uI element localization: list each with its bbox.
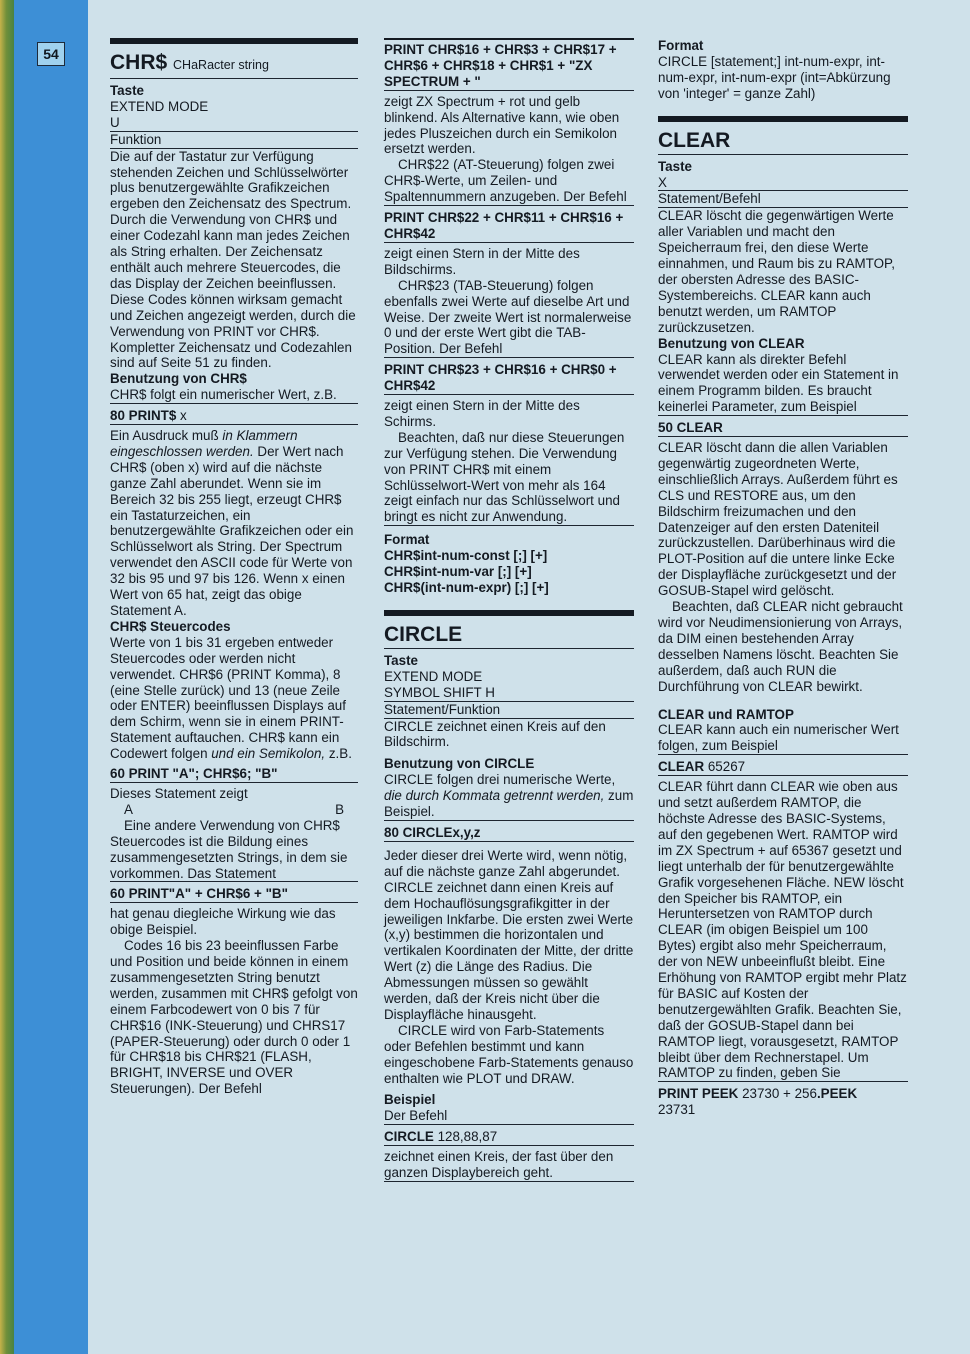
beispiel-label: Beispiel [384, 1092, 436, 1108]
example-tab-text: zeigt einen Stern in der Mitte des Schirms. [384, 398, 580, 429]
benutzung-label: Benutzung von CHR$ [110, 371, 247, 387]
example-print-text: Ein Ausdruck muß in Klammern eingeschlossen werden. Der Wert nach CHR$ (oben x) wird auf die nächste ganze Zahl aberundet. Wenn sie im Bereich 32 bis 255 liegt, erzeugt CHR$ ein Tastaturzeichen, ein benutzergewählte Grafikzeichen oder ein Schlüsselwort als String. Der Spectrum verwendet den ASCII code für Werte von 32 bis 95 und 97 bis 126. Wenn x einen Wert von 65 hat, zeigt das obige Statement A. [110, 428, 354, 618]
example-peek: PRINT PEEK 23730 + 256.PEEK [658, 1086, 858, 1102]
taste-value: EXTEND MODE [384, 668, 483, 684]
example-concat-text: hat genau diegleiche Wirkung wie das obige Beispiel. [110, 906, 336, 938]
column-circle [384, 38, 634, 1182]
example-clear: 50 CLEAR [658, 420, 908, 437]
example-clear-value: CLEAR 65267 [658, 759, 908, 776]
entry-title-clear: CLEAR [658, 128, 908, 155]
taste-label: Taste [658, 158, 692, 174]
example-at-text: zeigt einen Stern in der Mitte des Bildschirms. [384, 245, 580, 277]
statement-label: Statement/Funktion [384, 702, 634, 719]
statement-text: CLEAR löscht die gegenwärtigen Werte aller Variablen und macht den Speicherraum frei, den diese Werte einnahmen, und Raum bis zu RAMTOP, der obersten Adresse des BASIC-Systembereichs. CLEAR kann auch benutzt werden, um RAMTOP zurückzusetzen. [658, 208, 895, 335]
ramtop-label: CLEAR und RAMTOP [658, 706, 794, 722]
example-output: A B [124, 801, 344, 817]
format-label: Format [658, 38, 704, 53]
example-circle-text: Jeder dieser drei Werte wird, wenn nötig, auf die nächste ganze Zahl abgerundet. CIRCLE zeichnet dann einen Kreis auf dem Hochauflösungsgrafikgitter in der jeweiligen Inkfarbe. Die ersten zwei Werte (x,y) bestimmen die horizontalen und vertikalen Koordinaten der Mitte, der dritte Wert (z) die Länge des Radius. Die Abmessungen müssen so gewählt werden, daß der Kreis nicht über die Displayfläche hinausgeht. [384, 847, 634, 1022]
entry-title-circle: CIRCLE [384, 622, 634, 649]
example-color: PRINT CHR$16 + CHR$3 + CHR$17 + CHR$6 + CHR$18 + CHR$1 + "ZX SPECTRUM + " [384, 42, 634, 91]
ramtop-text: CLEAR kann auch ein numerischer Wert folgen, zum Beispiel [658, 722, 908, 755]
taste-label: Taste [384, 652, 418, 668]
example-chr6-text: Dieses Statement zeigt [110, 785, 248, 801]
example-print: 80 PRINT$ x [110, 408, 358, 425]
example-concat-text2: Codes 16 bis 23 beeinflussen Farbe und Position und beide können in einem zusammengesetzten String benutzt werden, zusammen mit CHR$ gefolgt von einem Farbcodewert von 0 bis 7 für CHR$16 (INK-Steuerung) und CHRS17 (PAPER-Steuerung) oder durch 0 oder 1 für CHR$18 bis CHR$21 (FLASH, BRIGHT, INVERSE und OVER Steuerungen). Der Befehl [110, 938, 358, 1097]
example-circle-xyz: 80 CIRCLEx,y,z [384, 825, 634, 842]
example-clear-value-text: CLEAR führt dann CLEAR wie oben aus und setzt außerdem RAMTOP, die höchste Adresse des BASIC-Systems, auf den gegebenen Wert. RAMTOP wird im ZX Spectrum + auf 65367 gesetzt und liegt unterhalb der für benutzergewählte Grafik vorgesehenen Fläche. NEW löscht den Speicher bis RAMTOP, ein Heruntersetzen von RAMTOP durch CLEAR (im obigen Beispiel um 100 Bytes) ergibt also mehr Speicherraum, der von NEW unbeeinflußt bleibt. Eine Erhöhung von RAMTOP ergibt mehr Platz für BASIC auf Kosten der benutzergewählten Grafik. Beachten Sie, daß der GOSUB-Stapel dann bei RAMTOP liegt, vorausgesetzt, RAMTOP bleibt über dem Rechnerstapel. Um RAMTOP zu finden, geben Sie [658, 779, 907, 1081]
example-clear-text: CLEAR löscht dann die allen Variablen gegenwärtig zugeordneten Werte, einschließlich Arrays. Außerdem führt es CLS und RESTORE aus, um den Bildschirm freizumachen und den Datenzeiger auf den ersten Dateniteil zurückzustellen. Darüberhinaus wird die PLOT-Position auf die untere linke Ecke der Displayfläche zurückgesetzt und der GOSUB-Stapel wird gelöscht. [658, 440, 898, 599]
example-chr6: 60 PRINT "A"; CHR$6; "B" [110, 766, 358, 783]
format-text: CIRCLE [statement;] int-num-expr, int-num-expr, int-num-expr (int=Abkürzung von 'integer' = ganze Zahl) [658, 53, 891, 101]
example-circle-values: CIRCLE 128,88,87 [384, 1129, 634, 1146]
benutzung-label: Benutzung von CLEAR [658, 335, 805, 351]
steuercodes-label: CHR$ Steuercodes [110, 618, 231, 634]
benutzung-label: Benutzung von CIRCLE [384, 756, 535, 772]
benutzung-text: CLEAR kann als direkter Befehl verwendet werden oder ein Statement in einem Programm bilden. Es braucht keinerlei Parameter, zum Beispiel [658, 352, 908, 417]
example-color-text: zeigt ZX Spectrum + rot und gelb blinkend. Als Alternative kann, wie oben jedes Pluszeichen durch ein Semikolon ersetzt werden. [384, 93, 620, 157]
column-clear [658, 38, 908, 1118]
example-chr6-text2: Eine andere Verwendung von CHR$ Steuercodes ist die Bildung eines zusammengesetzten Strings, in dem sie vorkommen. Das Statement [110, 818, 358, 883]
format-label: Format [384, 532, 430, 548]
taste-key: U [110, 115, 358, 132]
example-at: PRINT CHR$22 + CHR$11 + CHR$16 + CHR$42 [384, 210, 634, 243]
example-color-text2: CHR$22 (AT-Steuerung) folgen zwei CHR$-Werte, um Zeilen- und Spaltennummern anzugeben. Der Befehl [384, 157, 634, 206]
funktion-text: Die auf der Tastatur zur Verfügung stehenden Zeichen und Schlüsselwörter plus benutzergewählte Grafikzeichen ergeben den Zeichensatz des Spectrum. Durch die Verwendung von CHR$ und einer Codezahl kann man jedes Zeichen als String erhalten. Der Zeichensatz enthält auch mehrere Steuercodes, die das Display der Zeichen beeinflussen. Diese Codes können wirksam gemacht und Zeichen angezeigt werden, durch die Verwendung von PRINT vor CHR$. Kompletter Zeichensatz und Codezahlen sind auf Seite 51 zu finden. [110, 148, 356, 371]
example-tab-text2: Beachten, daß nur diese Steuerungen zur Verfügung stehen. Die Verwendung von PRINT CHR$ mit einem Schlüsselwort-Wert von mehr als 164 zeigt einfach nur das Schlüsselwort und bringt es nicht zur Anwendung. [384, 430, 634, 526]
format-line-1: CHR$int-num-const [;] [+] [384, 548, 548, 564]
example-at-text2: CHR$23 (TAB-Steuerung) folgen ebenfalls zwei Werte auf dieselbe Art und Weise. Der zweite Wert ist normalerweise 0 und der erste Wert gibt die TAB-Position. Der Befehl [384, 278, 634, 359]
taste-label: Taste [110, 83, 144, 98]
page-number: 54 [37, 42, 65, 66]
taste-key: X [658, 175, 908, 192]
statement-label: Statement/Befehl [658, 191, 908, 208]
steuercodes-text: Werte von 1 bis 31 ergeben entweder Steuercodes oder werden nicht verwendet. CHR$6 (PRINT Komma), 8 (eine Stelle zurück) und 13 (neue Zeile oder ENTER) beeinflussen Displays auf dem Schirm, wenn sie in einem PRINT-Statement auftauchen. CHR$ kann ein Codewert folgen und ein Semikolon, z.B. [110, 634, 352, 762]
entry-title-chr: CHR$ CHaRacter string [110, 50, 358, 79]
taste-key: SYMBOL SHIFT H [384, 685, 634, 702]
example-circle-text2: CIRCLE wird von Farb-Statements oder Befehlen bestimmt und kann eingeschobene Farb-Statements genauso enthalten wie PLOT und DRAW. [384, 1022, 634, 1086]
side-bar [14, 0, 88, 1354]
column-chr [110, 38, 358, 1097]
funktion-label: Funktion [110, 132, 358, 149]
format-line-3: CHR$(int-num-expr) [;] [+] [384, 580, 549, 595]
example-peek-line2: 23731 [658, 1102, 696, 1118]
format-line-2: CHR$int-num-var [;] [+] [384, 564, 532, 580]
taste-value: EXTEND MODE [110, 98, 209, 114]
example-circle-values-text: zeichnet einen Kreis, der fast über den ganzen Displaybereich geht. [384, 1149, 634, 1182]
statement-text: CIRCLE zeichnet einen Kreis auf den Bildschirm. [384, 718, 606, 750]
beispiel-sub: Der Befehl [384, 1108, 634, 1125]
example-tab: PRINT CHR$23 + CHR$16 + CHR$0 + CHR$42 [384, 362, 634, 395]
example-chr6-concat: 60 PRINT"A" + CHR$6 + "B" [110, 886, 358, 903]
benutzung-text: CHR$ folgt ein numerischer Wert, z.B. [110, 387, 358, 404]
benutzung-text: CIRCLE folgen drei numerische Werte, die durch Kommata getrennt werden, zum Beispiel. [384, 772, 634, 820]
example-clear-text2: Beachten, daß CLEAR nicht gebraucht wird vor Neudimensionierung von Arrays, da DIM einen bestehenden Array desselben Namens löscht. Beachten Sie außerdem, daß auch RUN die Durchführung von CLEAR bewirkt. [658, 599, 903, 694]
